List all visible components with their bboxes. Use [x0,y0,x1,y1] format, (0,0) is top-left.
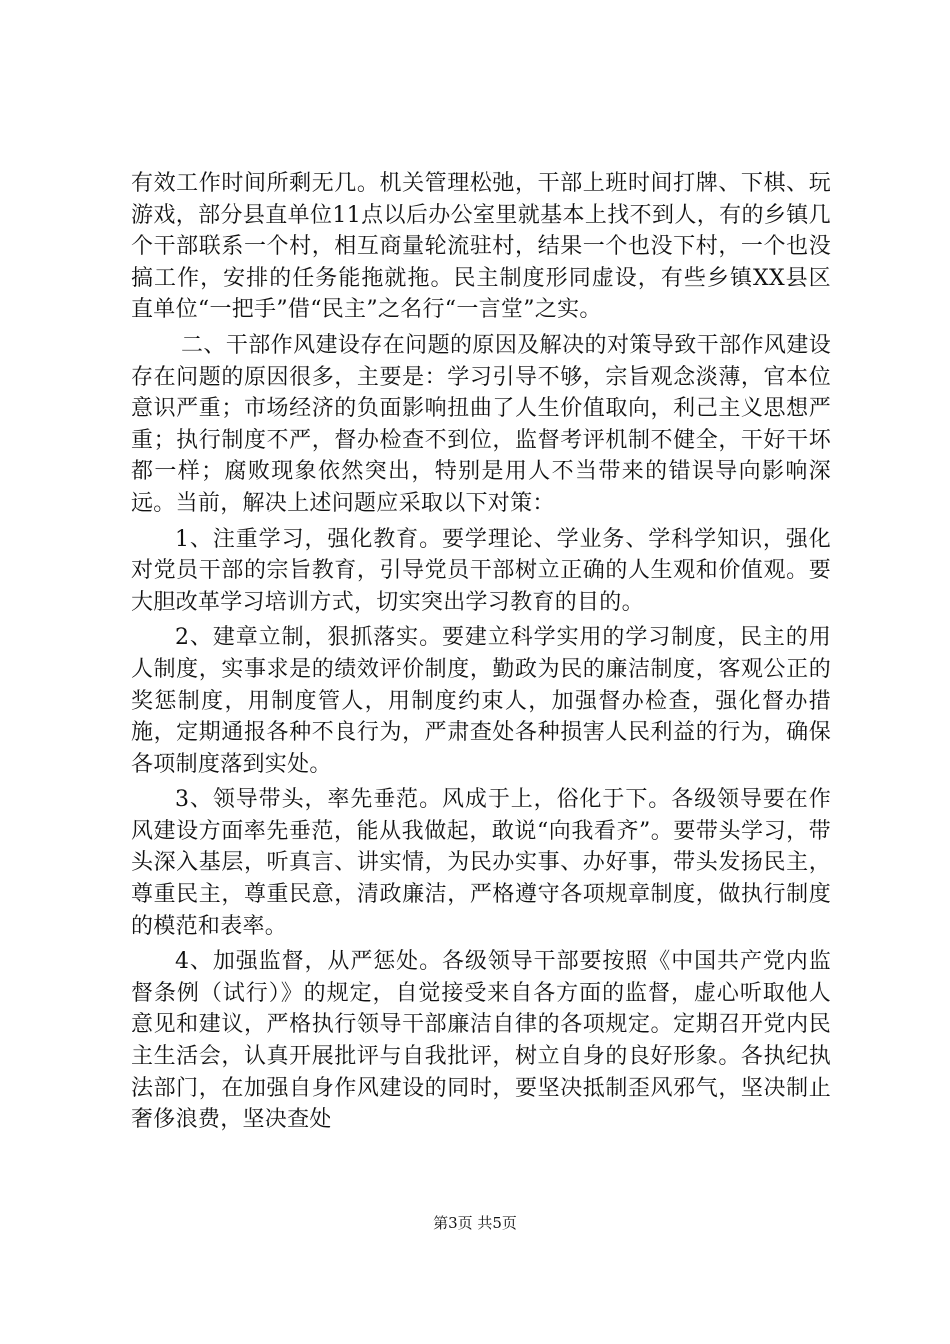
page-number-footer: 第3页 共5页 [433,1214,517,1232]
paragraph-section-two: 二、干部作风建设存在问题的原因及解决的对策导致干部作风建设存在问题的原因很多，主要是：学习引导不够，宗旨观念淡薄，官本位意识严重；市场经济的负面影响扭曲了人生价值取向，利己主义思想严重；执行制度不严，督办检查不到位，监督考评机制不健全，干好干坏都一样；腐败现象依然突出，特别是用人不当带来的错误导向影响深远。当前，解决上述问题应采取以下对策： [131,332,831,516]
document-body [131,168,831,1140]
paragraph-measure-3: 3、领导带头，率先垂范。风成于上，俗化于下。各级领导要在作风建设方面率先垂范，能从我做起，敢说“向我看齐”。要带头学习，带头深入基层，听真言、讲实情，为民办实事、办好事，带头发扬民主，尊重民主，尊重民意，清政廉洁，严格遵守各项规章制度，做执行制度的模范和表率。 [131,787,831,939]
paragraph-measure-4: 4、加强监督，从严惩处。各级领导干部要按照《中国共产党内监督条例（试行）》的规定，自觉接受来自各方面的监督，虚心听取他人意见和建议，严格执行领导干部廉洁自律的各项规定。定期召开党内民主生活会，认真开展批评与自我批评，树立自身的良好形象。各执纪执法部门，在加强自身作风建设的同时，要坚决抵制歪风邪气，坚决制止奢侈浪费，坚决查处 [131,949,831,1133]
paragraph-continuation: 有效工作时间所剩无几。机关管理松弛，干部上班时间打牌、下棋、玩游戏，部分县直单位11点以后办公室里就基本上找不到人，有的乡镇几个干部联系一个村，相互商量轮流驻村，结果一个也没下村，一个也没搞工作，安排的任务能拖就拖。民主制度形同虚设，有些乡镇XX县区直单位“一把手”借“民主”之名行“一言堂”之实。 [131,171,831,323]
paragraph-measure-1: 1、注重学习，强化教育。要学理论、学业务、学科学知识，强化对党员干部的宗旨教育，引导党员干部树立正确的人生观和价值观。要大胆改革学习培训方式，切实突出学习教育的目的。 [131,526,831,615]
paragraph-measure-2: 2、建章立制，狠抓落实。要建立科学实用的学习制度，民主的用人制度，实事求是的绩效评价制度，勤政为民的廉洁制度，客观公正的奖惩制度，用制度管人，用制度约束人，加强督办检查，强化督办措施，定期通报各种不良行为，严肃查处各种损害人民利益的行为，确保各项制度落到实处。 [131,625,831,777]
